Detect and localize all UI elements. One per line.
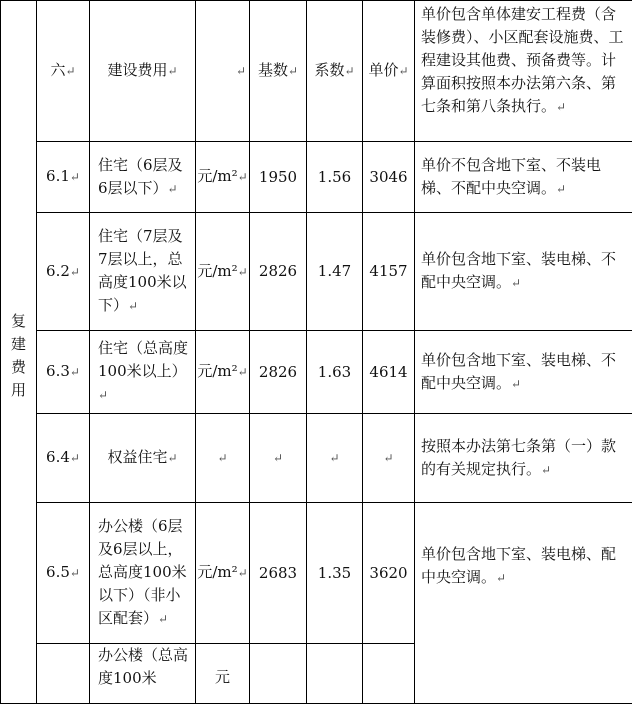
- row-unit: 元/m²↵: [196, 213, 250, 331]
- row-name: 住宅（6层及6层以下）↵: [90, 142, 196, 213]
- row-base: [250, 644, 307, 704]
- row-coef: 1.35: [307, 503, 363, 644]
- row-base: 2826: [250, 331, 307, 414]
- side-label-cell: [1, 1, 37, 704]
- row-coef: [307, 644, 363, 704]
- row-no: 6.3↵: [37, 331, 90, 414]
- row-coef: 1.63: [307, 331, 363, 414]
- row-price: 4157: [363, 213, 415, 331]
- header-unit: ↵: [196, 1, 250, 142]
- table-row: [1, 142, 632, 213]
- header-note: 单价包含单体建安工程费（含装修费）、小区配套设施费、工程建设其他费、预备费等。计算面积按照本办法第六条、第七条和第八条执行。↵: [415, 1, 632, 142]
- row-no: 6.2↵: [37, 213, 90, 331]
- row-price: 4614: [363, 331, 415, 414]
- row-base: 2826: [250, 213, 307, 331]
- row-name: 办公楼（6层及6层以上，总高度100米以下）（非小区配套）↵: [90, 503, 196, 644]
- row-no: 6.4↵: [37, 414, 90, 503]
- header-price: 单价↵: [363, 1, 415, 142]
- header-row: [1, 1, 632, 142]
- row-name: 权益住宅↵: [90, 414, 196, 503]
- row-coef: ↵: [307, 414, 363, 503]
- row-note-shared: 单价包含地下室、装电梯、配中央空调。↵: [415, 503, 632, 704]
- row-no: 6.1↵: [37, 142, 90, 213]
- row-unit: 元/m²↵: [196, 142, 250, 213]
- side-char-1: 复: [1, 310, 36, 333]
- row-note: 按照本办法第七条第（一）款的有关规定执行。↵: [415, 414, 632, 503]
- row-price: [363, 644, 415, 704]
- row-unit: 元/m²↵: [196, 331, 250, 414]
- header-coef: 系数↵: [307, 1, 363, 142]
- table-row: [1, 331, 632, 414]
- row-note: 单价包含地下室、装电梯、不配中央空调。↵: [415, 331, 632, 414]
- row-price: ↵: [363, 414, 415, 503]
- side-char-2: 建: [1, 333, 36, 356]
- row-name: 办公楼（总高度100米: [90, 644, 196, 704]
- row-base: 2683: [250, 503, 307, 644]
- row-coef: 1.56: [307, 142, 363, 213]
- row-name: 住宅（总高度100米以上）↵: [90, 331, 196, 414]
- header-no: 六↵: [37, 1, 90, 142]
- row-coef: 1.47: [307, 213, 363, 331]
- row-unit: 元: [196, 644, 250, 704]
- side-char-4: 用: [1, 379, 36, 402]
- row-price: 3046: [363, 142, 415, 213]
- row-base: ↵: [250, 414, 307, 503]
- table-row: [1, 503, 632, 644]
- table-row: [1, 213, 632, 331]
- row-base: 1950: [250, 142, 307, 213]
- table-row: [1, 414, 632, 503]
- row-price: 3620: [363, 503, 415, 644]
- row-no: [37, 644, 90, 704]
- header-name: 建设费用↵: [90, 1, 196, 142]
- row-name: 住宅（7层及7层以上，总高度100米以下）↵: [90, 213, 196, 331]
- row-no: 6.5↵: [37, 503, 90, 644]
- row-note: 单价不包含地下室、不装电梯、不配中央空调。↵: [415, 142, 632, 213]
- row-note: 单价包含地下室、装电梯、不配中央空调。↵: [415, 213, 632, 331]
- side-char-3: 费: [1, 356, 36, 379]
- row-unit: 元/m²↵: [196, 503, 250, 644]
- row-unit: ↵: [196, 414, 250, 503]
- header-base: 基数↵: [250, 1, 307, 142]
